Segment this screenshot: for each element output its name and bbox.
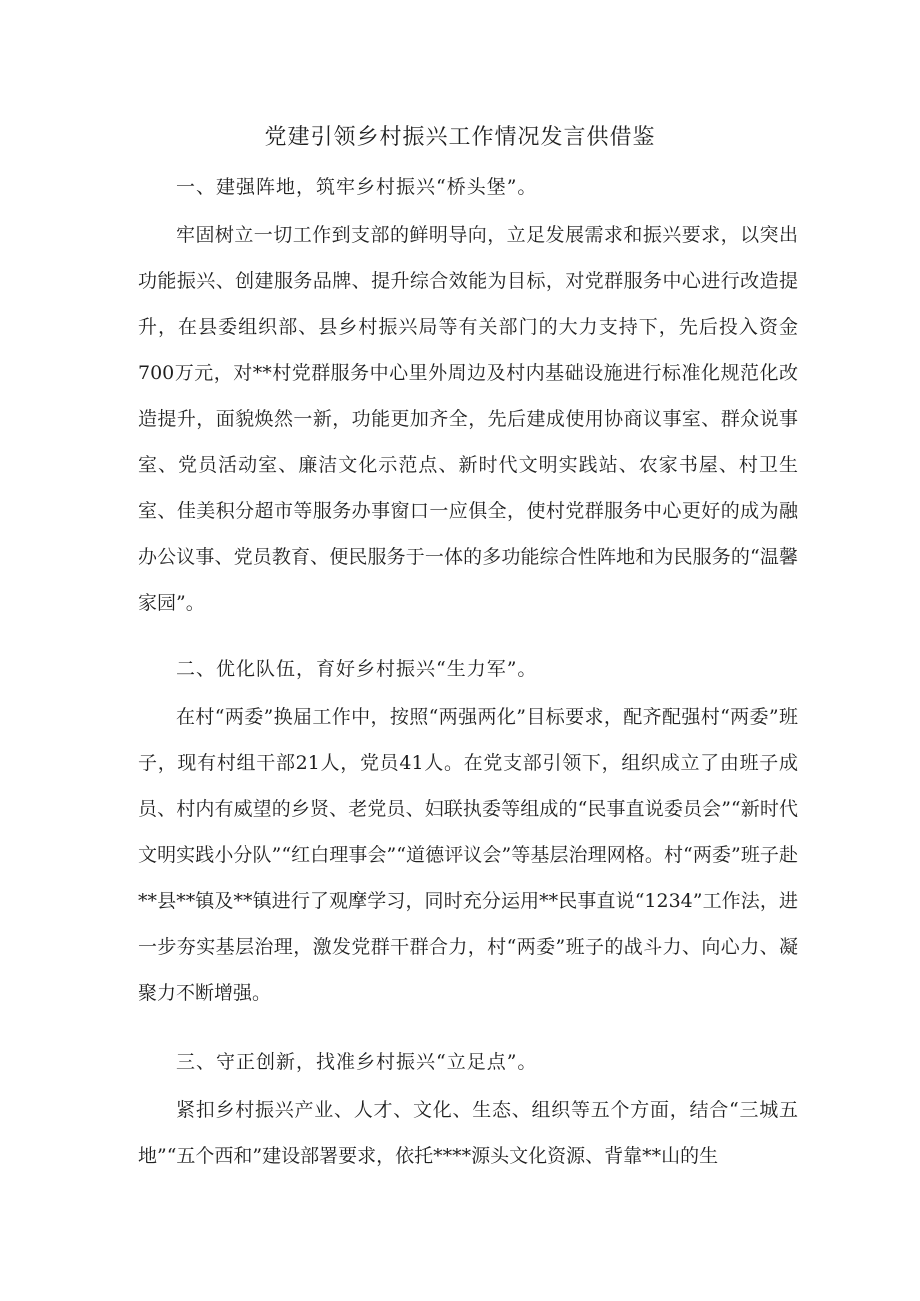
section-3-heading: 三、守正创新，找准乡村振兴“立足点”。 (176, 1051, 538, 1073)
document-title: 党建引领乡村振兴工作情况发言供借鉴 (264, 125, 656, 150)
section-2-heading: 二、优化队伍，育好乡村振兴“生力军”。 (176, 658, 538, 680)
section-1-heading: 一、建强阵地，筑牢乡村振兴“桥头堡”。 (176, 176, 538, 198)
section-1-paragraph: 牢固树立一切工作到支部的鲜明导向，立足发展需求和振兴要求，以突出功能振兴、创建服务品牌、提升综合效能为目标，对党群服务中心进行改造提升，在县委组织部、县乡村振兴局等有关部门的大力支持下，先后投入资金700万元，对**村党群服务中心里外周边及村内基础设施进行标准化规范化改造提升，面貌焕然一新，功能更加齐全，先后建成使用协商议事室、群众说事室、党员活动室、廉洁文化示范点、新时代文明实践站、农家书屋、村卫生室、佳美积分超市等服务办事窗口一应俱全，使村党群服务中心更好的成为融办公议事、党员教育、便民服务于一体的多功能综合性阵地和为民服务的“温馨家园”。 (138, 224, 798, 614)
section-2-paragraph: 在村“两委”换届工作中，按照“两强两化”目标要求，配齐配强村“两委”班子，现有村组干部21人，党员41人。在党支部引领下，组织成立了由班子成员、村内有威望的乡贤、老党员、妇联执委等组成的“民事直说委员会”“新时代文明实践小分队”“红白理事会”“道德评议会”等基层治理网格。村“两委”班子赴**县**镇及**镇进行了观摩学习，同时充分运用**民事直说“1234”工作法，进一步夯实基层治理，激发党群干群合力，村“两委”班子的战斗力、向心力、凝聚力不断增强。 (138, 706, 798, 1004)
section-3-paragraph: 紧扣乡村振兴产业、人才、文化、生态、组织等五个方面，结合“三城五地”“五个西和”建设部署要求，依托****源头文化资源、背靠**山的生 (138, 1099, 798, 1167)
